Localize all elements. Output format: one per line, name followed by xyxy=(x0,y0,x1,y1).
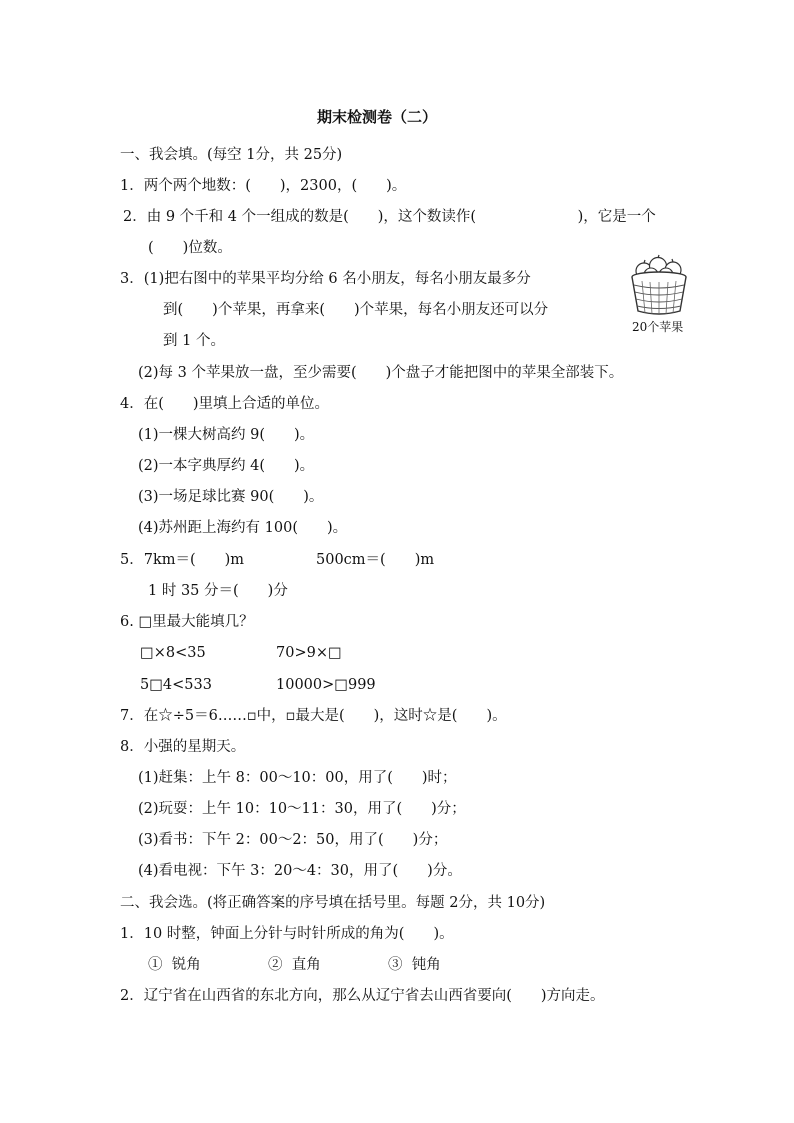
s2-q1-option1: ① 锐角 xyxy=(148,957,201,973)
s2-q2: 2．辽宁省在山西省的东北方向，那么从辽宁省去山西省要向( )方向走。 xyxy=(120,988,605,1004)
q3-line4: (2)每 3 个苹果放一盘，至少需要( )个盘子才能把图中的苹果全部装下。 xyxy=(138,365,624,381)
q5-km: 5．7km＝( )m xyxy=(120,552,245,568)
q6-item3: 5□4<533 xyxy=(140,677,212,693)
q4-item1: (1)一棵大树高约 9( )。 xyxy=(138,427,315,443)
q6-item4: 10000>□999 xyxy=(276,677,376,693)
q8-item1: (1)赶集：上午 8：00～10：00，用了( )时； xyxy=(138,770,457,786)
q3-line3: 到 1 个。 xyxy=(163,333,225,349)
apple-basket-icon xyxy=(626,253,692,319)
q8-item3: (3)看书：下午 2：00～2：50，用了( )分； xyxy=(138,832,448,848)
q3-line2: 到( )个苹果，再拿来( )个苹果，每名小朋友还可以分 xyxy=(163,302,549,318)
q8-heading: 8．小强的星期天。 xyxy=(120,739,246,755)
q7-division: 7．在☆÷5＝6……▫中，▫最大是( )，这时☆是( )。 xyxy=(120,708,507,724)
q4-item4: (4)苏州距上海约有 100( )。 xyxy=(138,520,348,536)
s2-q1-option3: ③ 钝角 xyxy=(388,957,441,973)
q6-item1: □×8<35 xyxy=(140,645,206,661)
q6-item2: 70>9×□ xyxy=(276,645,342,661)
q8-item2: (2)玩耍：上午 10：10～11：30，用了( )分； xyxy=(138,801,466,817)
page-title: 期末检测卷（二） xyxy=(317,108,438,126)
q2-line2: ( )位数。 xyxy=(148,240,232,256)
q5-cm: 500cm＝( )m xyxy=(316,552,435,568)
q8-item4: (4)看电视：下午 3：20～4：30，用了( )分。 xyxy=(138,863,462,879)
q4-item2: (2)一本字典厚约 4( )。 xyxy=(138,458,315,474)
q4-heading: 4．在( )里填上合适的单位。 xyxy=(120,396,330,412)
q2-line1: 2．由 9 个千和 4 个一组成的数是( )，这个数读作( )，它是一个 xyxy=(123,209,656,225)
section2-heading: 二、我会选。(将正确答案的序号填在括号里。每题 2分，共 10分) xyxy=(120,895,546,911)
apple-count-caption: 20个苹果 xyxy=(632,320,684,334)
q3-line1: 3．(1)把右图中的苹果平均分给 6 名小朋友，每名小朋友最多分 xyxy=(120,271,531,287)
section1-heading: 一、我会填。(每空 1分，共 25分) xyxy=(120,147,343,163)
q4-item3: (3)一场足球比赛 90( )。 xyxy=(138,489,324,505)
q1-counting: 1．两个两个地数：( )，2300，( )。 xyxy=(120,178,407,194)
q6-heading: 6. □里最大能填几？ xyxy=(120,614,254,630)
q5-time: 1 时 35 分＝( )分 xyxy=(148,583,288,599)
s2-q1: 1．10 时整，钟面上分针与时针所成的角为( )。 xyxy=(120,926,454,942)
s2-q1-option2: ② 直角 xyxy=(268,957,321,973)
